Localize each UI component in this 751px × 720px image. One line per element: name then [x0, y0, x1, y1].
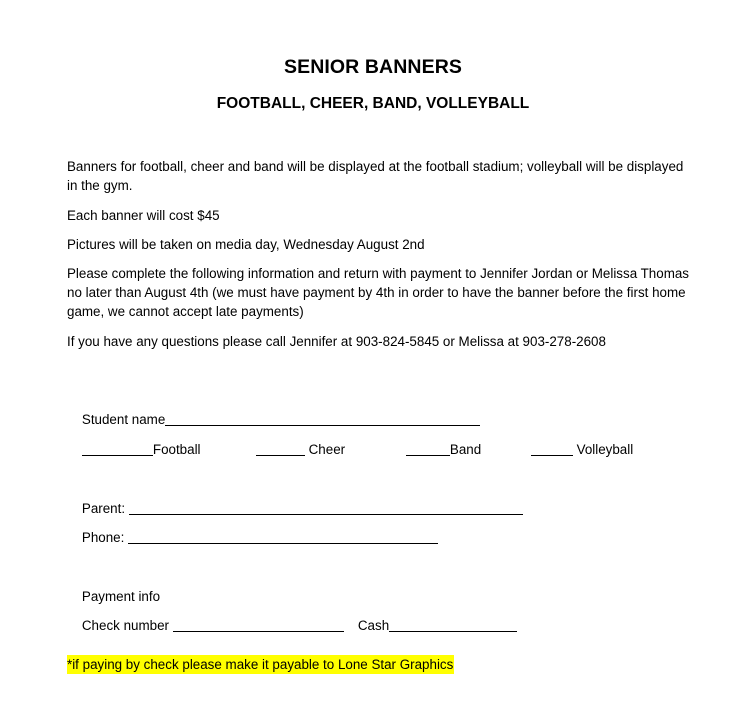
- paragraph-instructions: Please complete the following information and return with payment to Jennifer Jordan or Melissa Thomas no later than August 4th (we must have payment by 4th in order to have the banner before the first home game, we cannot accept late payments): [67, 266, 689, 319]
- cash-row: [343, 597, 517, 654]
- parent-label: Parent:: [81, 501, 126, 516]
- volleyball-label: Volleyball: [576, 442, 634, 457]
- football-option: [67, 421, 201, 478]
- cheer-option: [241, 421, 345, 478]
- cash-label: Cash: [357, 618, 390, 633]
- band-blank[interactable]: [406, 442, 450, 456]
- paragraph-contact: If you have any questions please call Jennifer at 903-824-5845 or Melissa at 903-278-2608: [67, 334, 606, 349]
- payable-note: *if paying by check please make it payable to Lone Star Graphics: [67, 657, 454, 672]
- phone-label: Phone:: [81, 530, 125, 545]
- check-number-blank[interactable]: [173, 618, 344, 632]
- paragraph-picture-day: Pictures will be taken on media day, Wednesday August 2nd: [67, 237, 425, 252]
- band-option: [391, 421, 481, 478]
- page-subtitle: FOOTBALL, CHEER, BAND, VOLLEYBALL: [216, 95, 530, 112]
- cheer-label: Cheer: [308, 442, 346, 457]
- cheer-blank[interactable]: [256, 442, 305, 456]
- phone-blank[interactable]: [128, 530, 438, 544]
- volleyball-option: [516, 421, 633, 478]
- paragraph-cost: Each banner will cost $45: [67, 208, 220, 223]
- cash-blank[interactable]: [389, 618, 517, 632]
- phone-row: [67, 509, 438, 566]
- check-number-label: Check number: [81, 618, 169, 633]
- student-name-label: Student name: [81, 412, 166, 427]
- football-blank[interactable]: [82, 442, 153, 456]
- paragraph-display-locations: Banners for football, cheer and band will be displayed at the football stadium; volleyball will be displayed in the gym.: [67, 159, 684, 193]
- payment-info-label: Payment info: [81, 589, 161, 604]
- football-label: Football: [152, 442, 201, 457]
- volleyball-blank[interactable]: [531, 442, 573, 456]
- check-number-row: [67, 597, 344, 654]
- band-label: Band: [449, 442, 482, 457]
- page-title: SENIOR BANNERS: [283, 56, 462, 78]
